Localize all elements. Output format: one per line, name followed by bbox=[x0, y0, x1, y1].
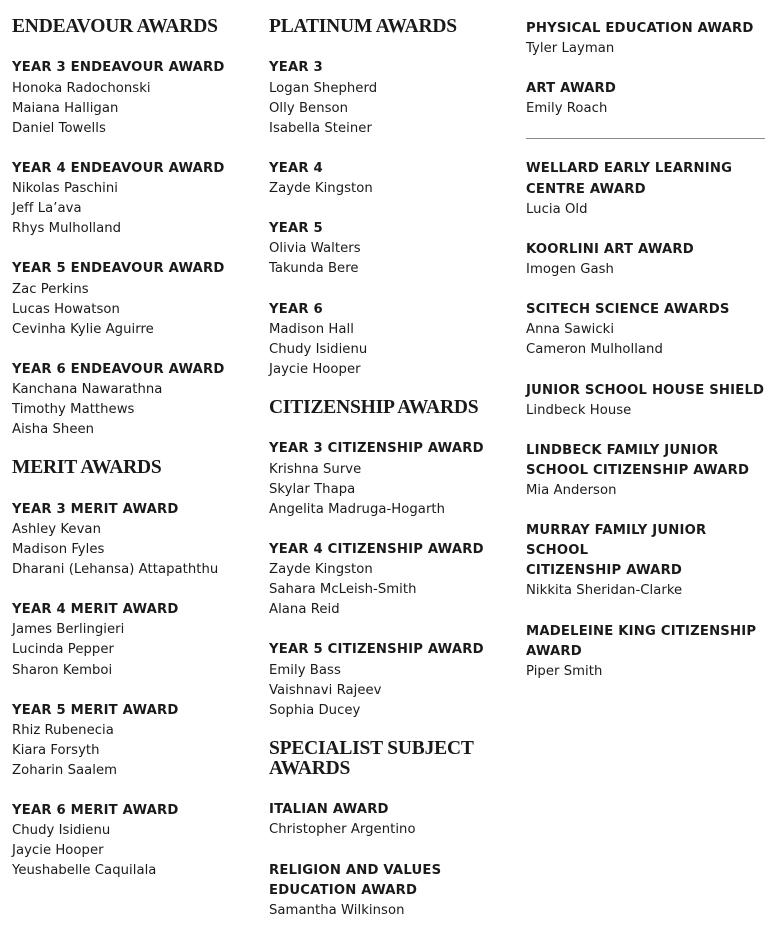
recipient-name: Honoka Radochonski bbox=[12, 80, 151, 96]
koorlini-art-award-section bbox=[526, 240, 771, 280]
recipient-name: Piper Smith bbox=[526, 663, 603, 679]
section-heading: LINDBECK FAMILY JUNIOR bbox=[526, 442, 719, 458]
section-heading: YEAR 6 MERIT AWARD bbox=[12, 803, 179, 819]
recipient-name: James Berlingieri bbox=[12, 622, 125, 638]
year4-endeavour-section bbox=[12, 159, 257, 239]
recipient-name: Cevinha Kylie Aguirre bbox=[12, 321, 154, 337]
section-heading: YEAR 3 bbox=[269, 60, 323, 76]
recipient-name: Nikolas Paschini bbox=[12, 181, 118, 197]
section-heading: MURRAY FAMILY JUNIOR SCHOOL bbox=[526, 523, 707, 559]
column-left bbox=[12, 17, 257, 882]
recipient-name: Daniel Towells bbox=[12, 120, 106, 136]
section-heading: RELIGION AND VALUES bbox=[269, 862, 442, 878]
recipient-name: Aisha Sheen bbox=[12, 422, 95, 438]
column-right bbox=[526, 19, 771, 682]
column-middle bbox=[269, 17, 514, 921]
section-heading: SCHOOL CITIZENSHIP AWARD bbox=[526, 462, 750, 478]
section-heading: YEAR 4 ENDEAVOUR AWARD bbox=[12, 160, 225, 176]
merit-awards-title: MERIT AWARDS bbox=[12, 457, 162, 479]
recipient-name: Yeushabelle Caquilala bbox=[12, 863, 157, 879]
section-heading: ART AWARD bbox=[526, 81, 617, 97]
year5-platinum-section bbox=[269, 219, 514, 279]
section-heading: JUNIOR SCHOOL HOUSE SHIELD bbox=[526, 382, 765, 398]
recipient-name: Vaishnavi Rajeev bbox=[269, 682, 382, 698]
recipient-name: Zayde Kingston bbox=[269, 562, 373, 578]
year3-citizenship-section bbox=[269, 439, 514, 519]
recipient-name: Anna Sawicki bbox=[526, 322, 615, 338]
title-line: SPECIALIST SUBJECT bbox=[269, 737, 474, 759]
recipient-name: Krishna Surve bbox=[269, 461, 362, 477]
recipient-name: Skylar Thapa bbox=[269, 481, 356, 497]
section-heading: PHYSICAL EDUCATION AWARD bbox=[526, 21, 754, 36]
house-shield-section bbox=[526, 381, 771, 421]
year3-merit-section bbox=[12, 500, 257, 580]
recipient-name: Jeff La’ava bbox=[12, 201, 82, 217]
recipient-name: Chudy Isidienu bbox=[12, 823, 111, 839]
art-award-section bbox=[526, 79, 771, 119]
section-heading: YEAR 3 CITIZENSHIP AWARD bbox=[269, 441, 484, 457]
section-heading: YEAR 4 bbox=[269, 160, 323, 176]
recipient-name: Olly Benson bbox=[269, 100, 349, 116]
recipient-name: Christopher Argentino bbox=[269, 822, 416, 838]
section-heading: YEAR 5 CITIZENSHIP AWARD bbox=[269, 642, 484, 658]
recipient-name: Angelita Madruga-Hogarth bbox=[269, 501, 446, 517]
year5-endeavour-section bbox=[12, 259, 257, 339]
recipient-name: Jaycie Hooper bbox=[269, 361, 361, 377]
year5-citizenship-section bbox=[269, 640, 514, 720]
recipient-name: Tyler Layman bbox=[526, 41, 615, 57]
endeavour-awards-title: ENDEAVOUR AWARDS bbox=[12, 16, 218, 37]
platinum-awards-title: PLATINUM AWARDS bbox=[269, 16, 457, 37]
section-heading: YEAR 6 bbox=[269, 301, 323, 317]
recipient-name: Dharani (Lehansa) Attapaththu bbox=[12, 562, 219, 578]
section-heading: KOORLINI ART AWARD bbox=[526, 241, 694, 257]
recipient-name: Sophia Ducey bbox=[269, 702, 361, 718]
lindbeck-citizenship-award-section bbox=[526, 441, 771, 501]
recipient-name: Nikkita Sheridan-Clarke bbox=[526, 583, 683, 599]
section-heading: AWARD bbox=[526, 643, 582, 659]
year6-merit-section bbox=[12, 801, 257, 881]
recipient-name: Zoharin Saalem bbox=[12, 762, 118, 778]
italian-award-section bbox=[269, 800, 514, 840]
recipient-name: Kiara Forsyth bbox=[12, 742, 100, 758]
section-heading: YEAR 3 ENDEAVOUR AWARD bbox=[12, 60, 225, 76]
recipient-name: Sharon Kemboi bbox=[12, 662, 113, 678]
recipient-name: Isabella Steiner bbox=[269, 120, 372, 136]
recipient-name: Zayde Kingston bbox=[269, 181, 373, 197]
year6-platinum-section bbox=[269, 300, 514, 380]
section-heading: ITALIAN AWARD bbox=[269, 802, 389, 818]
recipient-name: Rhiz Rubenecia bbox=[12, 722, 114, 738]
recipient-name: Lucinda Pepper bbox=[12, 642, 114, 658]
recipient-name: Takunda Bere bbox=[269, 261, 359, 277]
year4-citizenship-section bbox=[269, 540, 514, 620]
wellard-award-section bbox=[526, 159, 771, 219]
recipient-name: Lindbeck House bbox=[526, 402, 632, 418]
section-heading: YEAR 4 MERIT AWARD bbox=[12, 602, 179, 618]
recipient-name: Rhys Mulholland bbox=[12, 221, 122, 237]
recipient-name: Madison Hall bbox=[269, 321, 354, 337]
recipient-name: Cameron Mulholland bbox=[526, 342, 663, 358]
year6-endeavour-section bbox=[12, 360, 257, 440]
section-heading: CITIZENSHIP AWARD bbox=[526, 563, 683, 579]
scitech-science-awards-section bbox=[526, 300, 771, 360]
recipient-name: Zac Perkins bbox=[12, 281, 89, 297]
recipient-name: Ashley Kevan bbox=[12, 521, 101, 537]
recipient-name: Mia Anderson bbox=[526, 482, 617, 498]
section-heading: YEAR 3 MERIT AWARD bbox=[12, 501, 179, 517]
recipient-name: Chudy Isidienu bbox=[269, 341, 368, 357]
year5-merit-section bbox=[12, 701, 257, 781]
year4-platinum-section bbox=[269, 159, 514, 199]
madeleine-king-citizenship-award-section bbox=[526, 622, 771, 682]
section-heading: YEAR 4 CITIZENSHIP AWARD bbox=[269, 541, 484, 557]
recipient-name: Emily Bass bbox=[269, 662, 341, 678]
section-heading: YEAR 5 bbox=[269, 221, 323, 237]
physical-education-award-section bbox=[526, 19, 771, 59]
section-heading: YEAR 5 MERIT AWARD bbox=[12, 702, 179, 718]
section-heading: EDUCATION AWARD bbox=[269, 882, 418, 898]
recipient-name: Samantha Wilkinson bbox=[269, 902, 405, 918]
section-heading: MADELEINE KING CITIZENSHIP bbox=[526, 623, 757, 639]
section-divider bbox=[526, 138, 765, 139]
section-heading: YEAR 5 ENDEAVOUR AWARD bbox=[12, 261, 225, 277]
citizenship-awards-title: CITIZENSHIP AWARDS bbox=[269, 396, 479, 418]
recipient-name: Timothy Matthews bbox=[12, 402, 135, 418]
recipient-name: Olivia Walters bbox=[269, 241, 361, 257]
recipient-name: Kanchana Nawarathna bbox=[12, 381, 163, 397]
year4-merit-section bbox=[12, 600, 257, 680]
recipient-name: Maiana Halligan bbox=[12, 100, 119, 116]
year3-platinum-section bbox=[269, 58, 514, 138]
section-heading: WELLARD EARLY LEARNING bbox=[526, 161, 733, 177]
year3-endeavour-section bbox=[12, 58, 257, 138]
recipient-name: Imogen Gash bbox=[526, 261, 614, 277]
recipient-name: Logan Shepherd bbox=[269, 80, 378, 96]
section-heading: YEAR 6 ENDEAVOUR AWARD bbox=[12, 361, 225, 377]
title-line: AWARDS bbox=[269, 757, 351, 779]
recipient-name: Sahara McLeish-Smith bbox=[269, 582, 417, 598]
recipient-name: Madison Fyles bbox=[12, 541, 105, 557]
religion-values-award-section bbox=[269, 861, 514, 921]
recipient-name: Lucas Howatson bbox=[12, 301, 120, 317]
specialist-subject-awards-title bbox=[269, 739, 514, 779]
murray-citizenship-award-section bbox=[526, 521, 771, 601]
recipient-name: Jaycie Hooper bbox=[12, 843, 104, 859]
recipient-name: Emily Roach bbox=[526, 101, 608, 117]
recipient-name: Alana Reid bbox=[269, 602, 340, 618]
recipient-name: Lucia Old bbox=[526, 201, 588, 217]
section-heading: SCITECH SCIENCE AWARDS bbox=[526, 302, 730, 318]
section-heading: CENTRE AWARD bbox=[526, 181, 646, 197]
